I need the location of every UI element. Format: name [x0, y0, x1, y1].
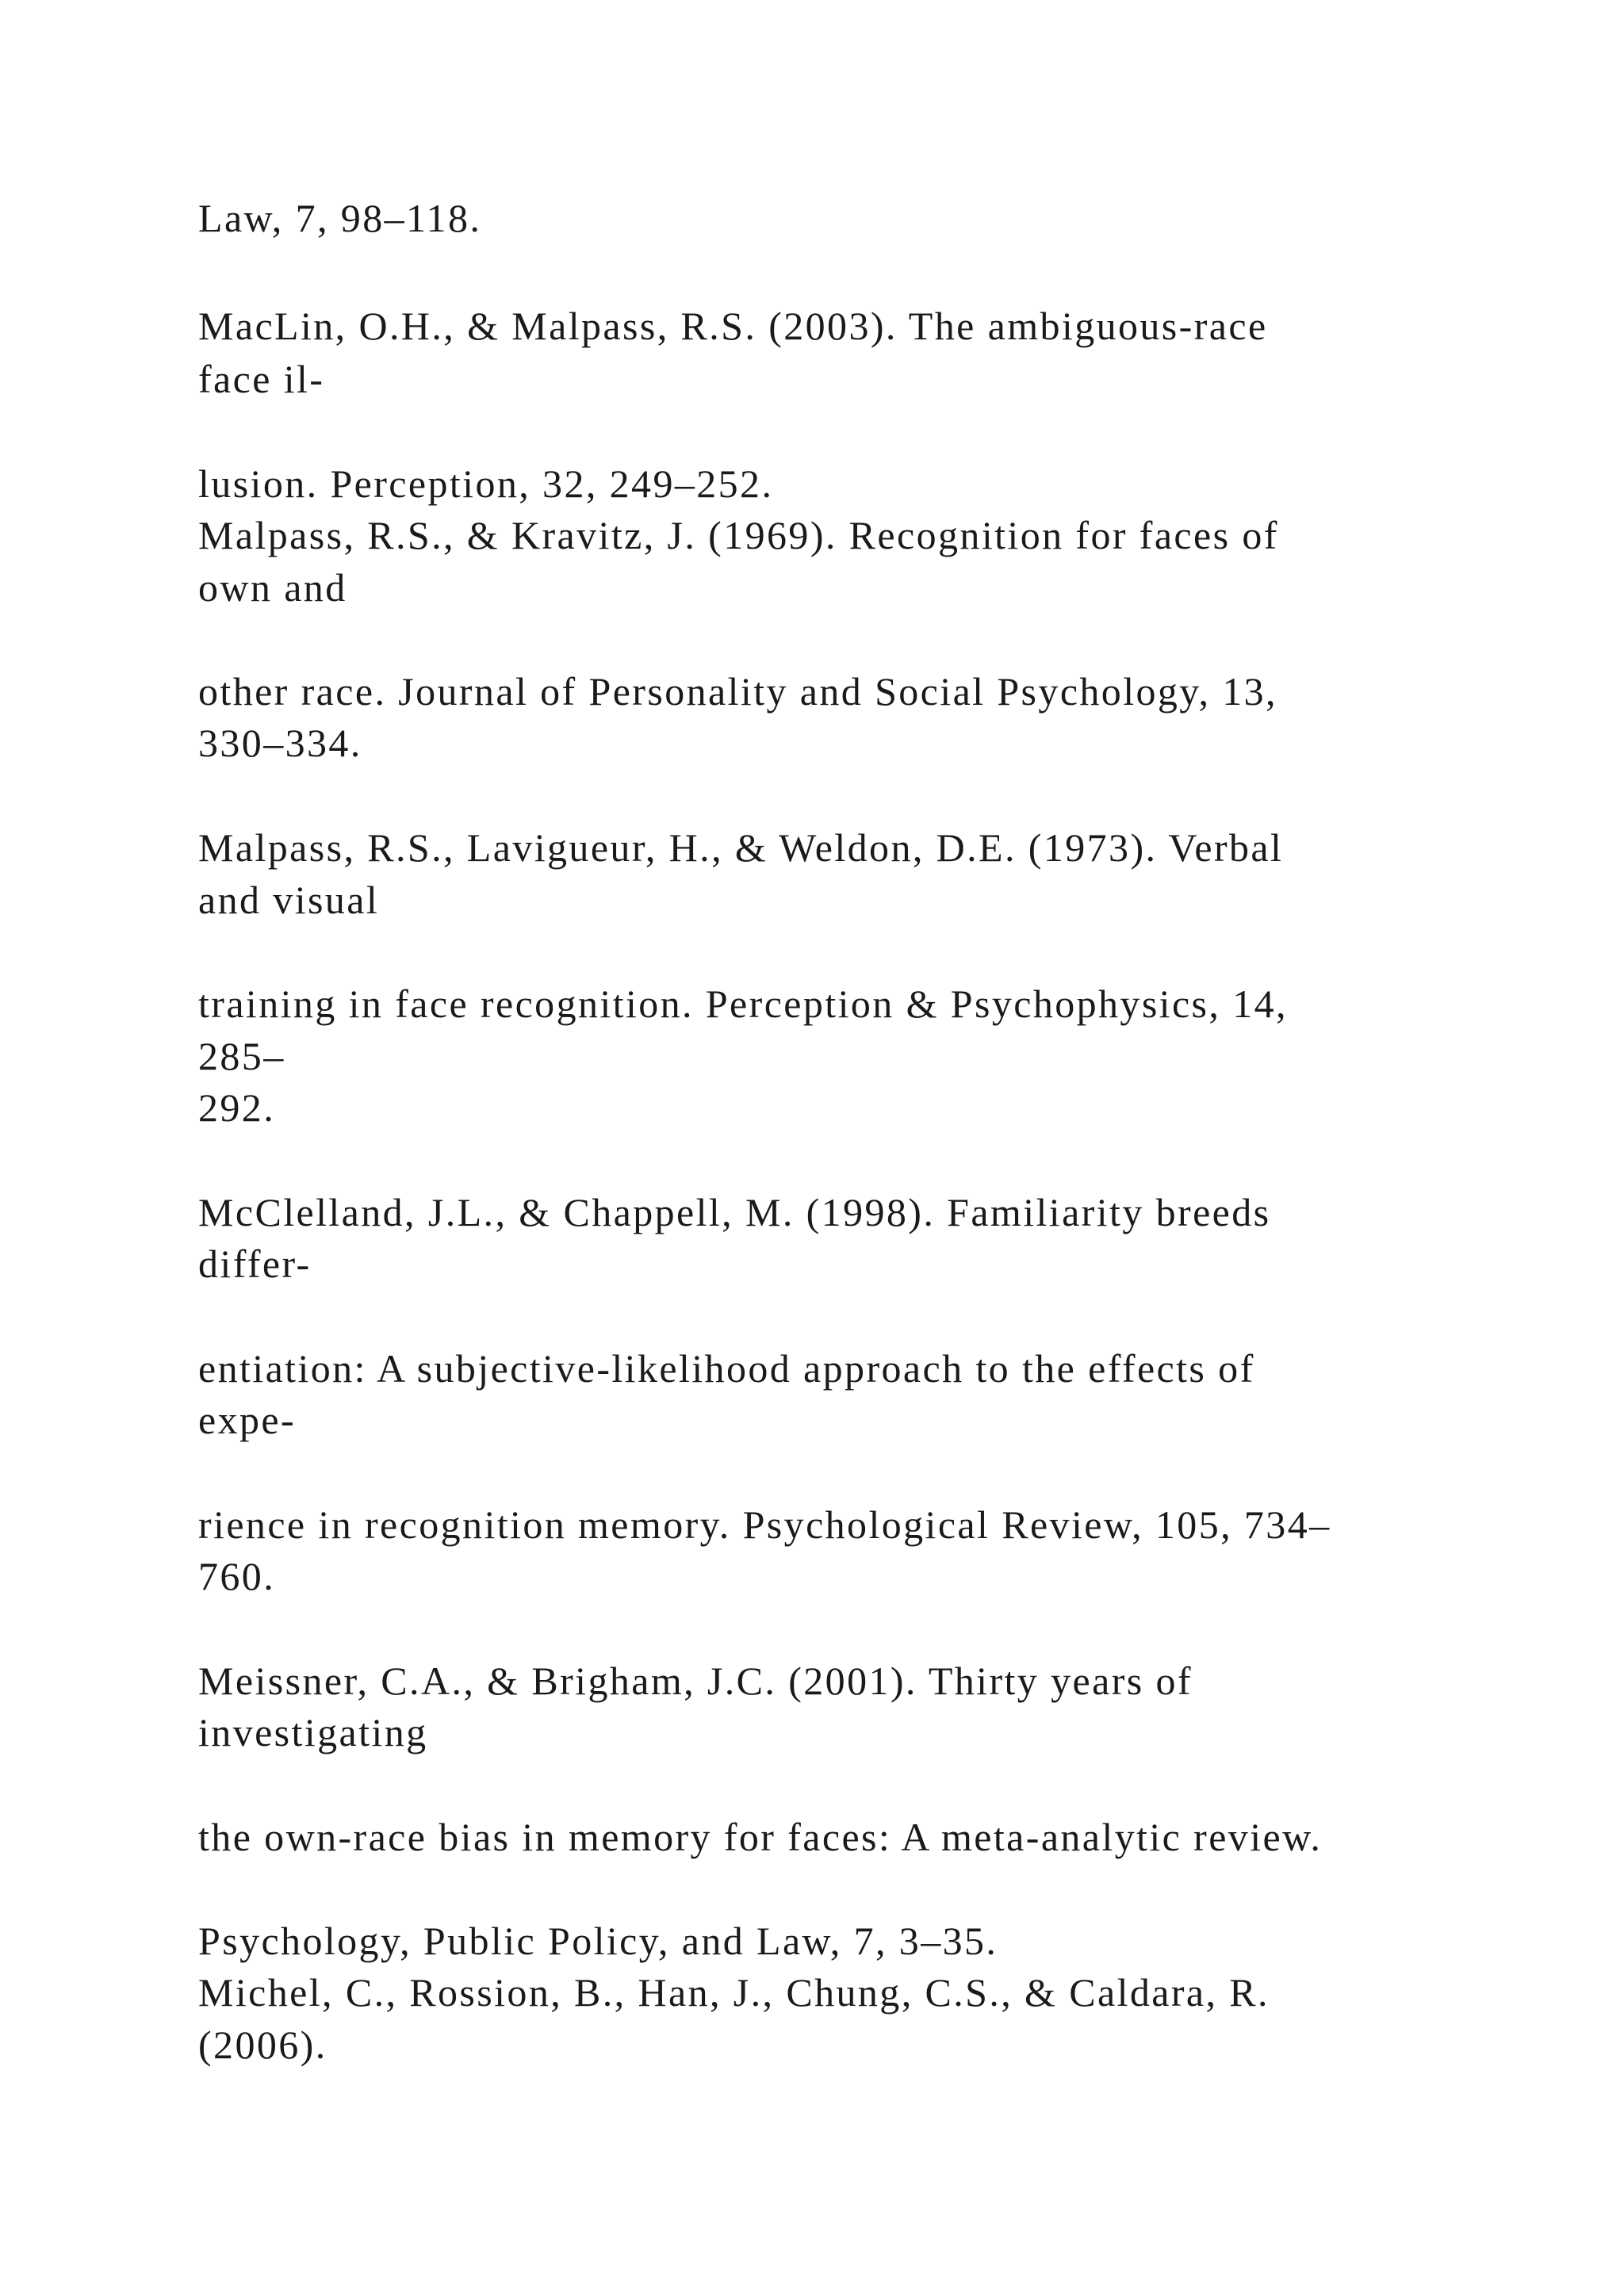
text-line: 330–334.: [198, 721, 362, 765]
text-line: Malpass, R.S., Lavigueur, H., & Weldon, D.E. (1973). Verbal: [198, 825, 1284, 870]
text-line: training in face recognition. Perception & Psychophysics, 14,: [198, 982, 1288, 1026]
text-line: Malpass, R.S., & Kravitz, J. (1969). Recognition for faces of: [198, 513, 1279, 557]
text-line: rience in recognition memory. Psychological Review, 105, 734–: [198, 1502, 1331, 1547]
text-line: face il-: [198, 357, 325, 401]
text-line: Meissner, C.A., & Brigham, J.C. (2001). Thirty years of: [198, 1659, 1193, 1703]
text-line: MacLin, O.H., & Malpass, R.S. (2003). The ambiguous-race: [198, 304, 1268, 348]
text-line: investigating: [198, 1710, 428, 1755]
text-line: lusion. Perception, 32, 249–252.: [198, 461, 774, 506]
text-line: Michel, C., Rossion, B., Han, J., Chung, C.S., & Caldara, R.: [198, 1970, 1270, 2015]
text-line: and visual: [198, 878, 380, 922]
text-line: 285–: [198, 1034, 285, 1078]
text-line: Law, 7, 98–118.: [198, 196, 482, 240]
text-line: entiation: A subjective-likelihood approach to the effects of: [198, 1346, 1255, 1391]
text-line: differ-: [198, 1242, 312, 1286]
text-line: McClelland, J.L., & Chappell, M. (1998). Familiarity breeds: [198, 1190, 1271, 1234]
text-line: Psychology, Public Policy, and Law, 7, 3–35.: [198, 1919, 998, 1963]
text-line: 760.: [198, 1554, 276, 1598]
text-line: (2006).: [198, 2022, 327, 2067]
text-line: other race. Journal of Personality and Social Psychology, 13,: [198, 669, 1277, 714]
text-line: the own-race bias in memory for faces: A meta-analytic review.: [198, 1815, 1323, 1859]
text-line: own and: [198, 565, 347, 610]
text-line: 292.: [198, 1085, 276, 1130]
text-line: expe-: [198, 1398, 297, 1442]
